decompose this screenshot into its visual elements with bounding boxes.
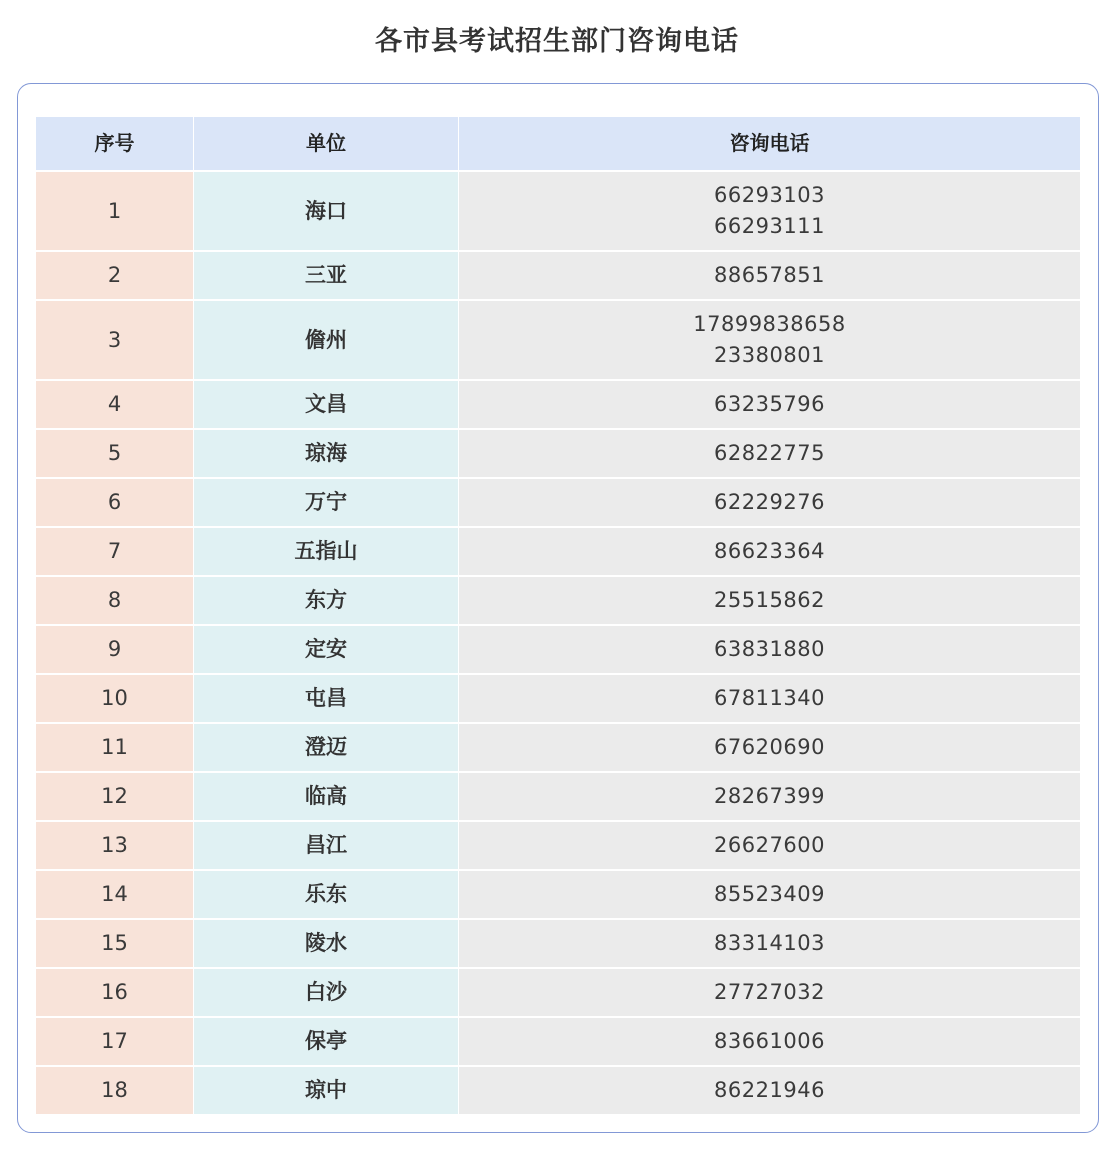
row-index: 18 [36,1067,193,1114]
table-card [17,83,1099,1133]
row-phone [459,430,1080,477]
phone-number: 63831880 [714,637,825,661]
row-unit: 万宁 [194,479,458,526]
row-index: 7 [36,528,193,575]
row-index: 2 [36,252,193,299]
row-index: 6 [36,479,193,526]
phone-number: 66293111 [714,214,825,238]
row-unit: 文昌 [194,381,458,428]
row-index: 4 [36,381,193,428]
row-index: 3 [36,301,193,379]
phone-number: 17899838658 [693,312,846,336]
row-unit: 琼海 [194,430,458,477]
phone-number: 23380801 [714,343,825,367]
row-unit: 澄迈 [194,724,458,771]
phone-number: 83661006 [714,1029,825,1053]
row-phone [459,822,1080,869]
row-index: 5 [36,430,193,477]
row-unit: 五指山 [194,528,458,575]
row-unit: 东方 [194,577,458,624]
row-unit: 保亭 [194,1018,458,1065]
row-phone [459,577,1080,624]
row-phone [459,675,1080,722]
phone-number: 86623364 [714,539,825,563]
row-index: 13 [36,822,193,869]
row-phone [459,724,1080,771]
phone-number: 63235796 [714,392,825,416]
page-title: 各市县考试招生部门咨询电话 [375,26,739,57]
row-phone [459,969,1080,1016]
row-index: 16 [36,969,193,1016]
row-unit: 儋州 [194,301,458,379]
row-unit: 琼中 [194,1067,458,1114]
phone-number: 26627600 [714,833,825,857]
row-phone [459,920,1080,967]
row-unit: 乐东 [194,871,458,918]
contact-table [36,117,1080,1114]
row-phone [459,252,1080,299]
phone-number: 83314103 [714,931,825,955]
row-unit: 三亚 [194,252,458,299]
row-phone [459,1018,1080,1065]
row-phone [459,172,1080,250]
row-unit: 昌江 [194,822,458,869]
row-unit: 陵水 [194,920,458,967]
phone-number: 86221946 [714,1078,825,1102]
row-phone [459,871,1080,918]
phone-number: 67811340 [714,686,825,710]
phone-number: 62822775 [714,441,825,465]
row-unit: 屯昌 [194,675,458,722]
row-index: 1 [36,172,193,250]
row-phone [459,301,1080,379]
row-index: 12 [36,773,193,820]
row-index: 10 [36,675,193,722]
row-unit: 白沙 [194,969,458,1016]
row-index: 17 [36,1018,193,1065]
phone-number: 28267399 [714,784,825,808]
row-unit: 定安 [194,626,458,673]
phone-number: 67620690 [714,735,825,759]
phone-number: 27727032 [714,980,825,1004]
phone-number: 62229276 [714,490,825,514]
phone-number: 88657851 [714,263,825,287]
phone-number: 25515862 [714,588,825,612]
row-unit: 临高 [194,773,458,820]
header-index: 序号 [36,117,193,170]
header-phone: 咨询电话 [459,117,1080,170]
row-index: 8 [36,577,193,624]
row-index: 15 [36,920,193,967]
row-phone [459,381,1080,428]
phone-number: 66293103 [714,183,825,207]
row-index: 14 [36,871,193,918]
row-phone [459,626,1080,673]
row-unit: 海口 [194,172,458,250]
row-phone [459,1067,1080,1114]
row-index: 11 [36,724,193,771]
row-phone [459,479,1080,526]
header-unit: 单位 [194,117,458,170]
row-index: 9 [36,626,193,673]
phone-number: 85523409 [714,882,825,906]
row-phone [459,773,1080,820]
row-phone [459,528,1080,575]
